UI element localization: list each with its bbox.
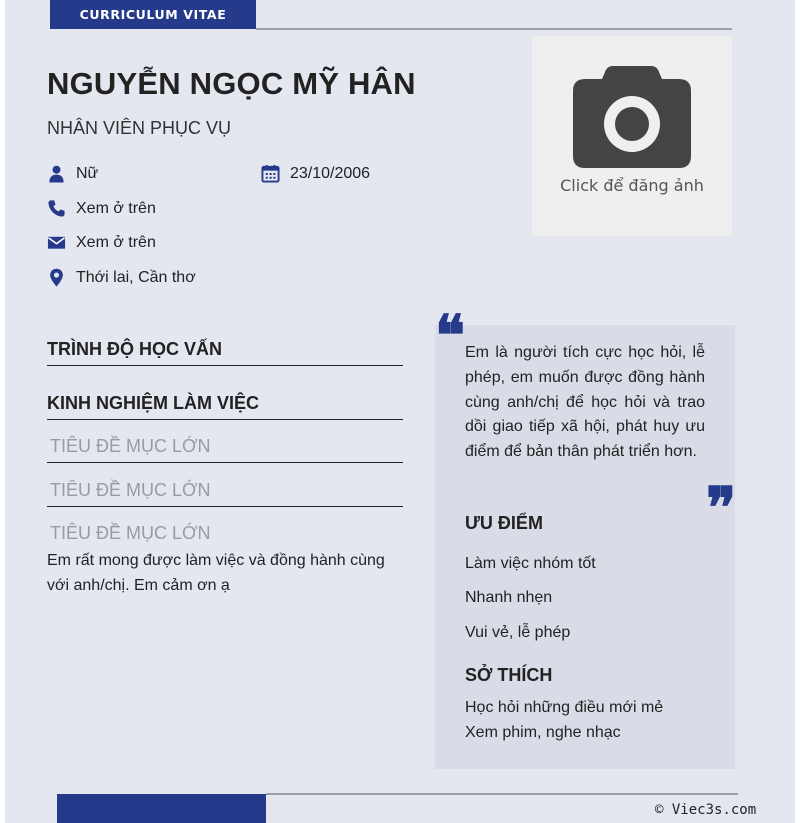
cv-header-label: CURRICULUM VITAE <box>50 0 256 29</box>
calendar-icon <box>261 164 280 183</box>
gender-row <box>47 164 98 183</box>
closing-note: Em rất mong được làm việc và đồng hành cùng với anh/chị. Em cảm ơn ạ <box>47 552 385 594</box>
hobby-item: Xem phim, nghe nhạc <box>465 724 621 741</box>
phone-icon <box>47 199 66 218</box>
about-text: Em là người tích cực học hỏi, lễ phép, em muốn được đồng hành cùng anh/chị để học hỏi và trao dồi giao tiếp xã hội, phát huy ưu điểm để bản thân phát triển hơn. <box>465 344 705 461</box>
open-quote-icon: ❝ <box>435 303 466 369</box>
photo-upload[interactable] <box>532 36 732 236</box>
close-quote-icon: ❞ <box>706 475 737 541</box>
strength-item: Làm việc nhóm tốt <box>465 555 596 572</box>
education-title: TRÌNH ĐỘ HỌC VẤN <box>47 339 403 366</box>
footer-divider <box>266 793 738 795</box>
email-row <box>47 233 156 252</box>
envelope-icon <box>47 233 66 252</box>
birthdate-row <box>261 164 370 183</box>
footer-accent-bar <box>57 794 266 823</box>
strength-item: Vui vẻ, lễ phép <box>465 624 571 641</box>
strength-item: Nhanh nhẹn <box>465 589 553 606</box>
camera-icon <box>571 64 693 170</box>
photo-upload-caption: Click để đăng ảnh <box>560 176 704 195</box>
experience-item: TIÊU ĐỀ MỤC LỚN <box>47 436 403 463</box>
experience-item: TIÊU ĐỀ MỤC LỚN <box>50 523 211 543</box>
phone-row <box>47 199 156 218</box>
hobbies-title: SỞ THÍCH <box>465 665 553 685</box>
experience-item: TIÊU ĐỀ MỤC LỚN <box>47 480 403 507</box>
candidate-name: NGUYỄN NGỌC MỸ HÂN <box>47 66 416 101</box>
header-divider <box>256 28 732 30</box>
hobby-item: Học hỏi những điều mới mẻ <box>465 699 664 716</box>
birthdate-value: 23/10/2006 <box>290 164 371 182</box>
candidate-role: NHÂN VIÊN PHỤC VỤ <box>47 118 232 138</box>
location-pin-icon <box>47 268 66 287</box>
footer-credit: © Viec3s.com <box>655 802 757 818</box>
gender-value: Nữ <box>76 164 99 182</box>
email-value: Xem ở trên <box>76 233 156 251</box>
address-row <box>47 268 196 287</box>
experience-title: KINH NGHIỆM LÀM VIỆC <box>47 393 403 420</box>
strengths-title: ƯU ĐIỂM <box>465 513 543 533</box>
address-value: Thới lai, Cần thơ <box>76 268 196 286</box>
person-icon <box>47 164 66 183</box>
phone-value: Xem ở trên <box>76 199 156 217</box>
